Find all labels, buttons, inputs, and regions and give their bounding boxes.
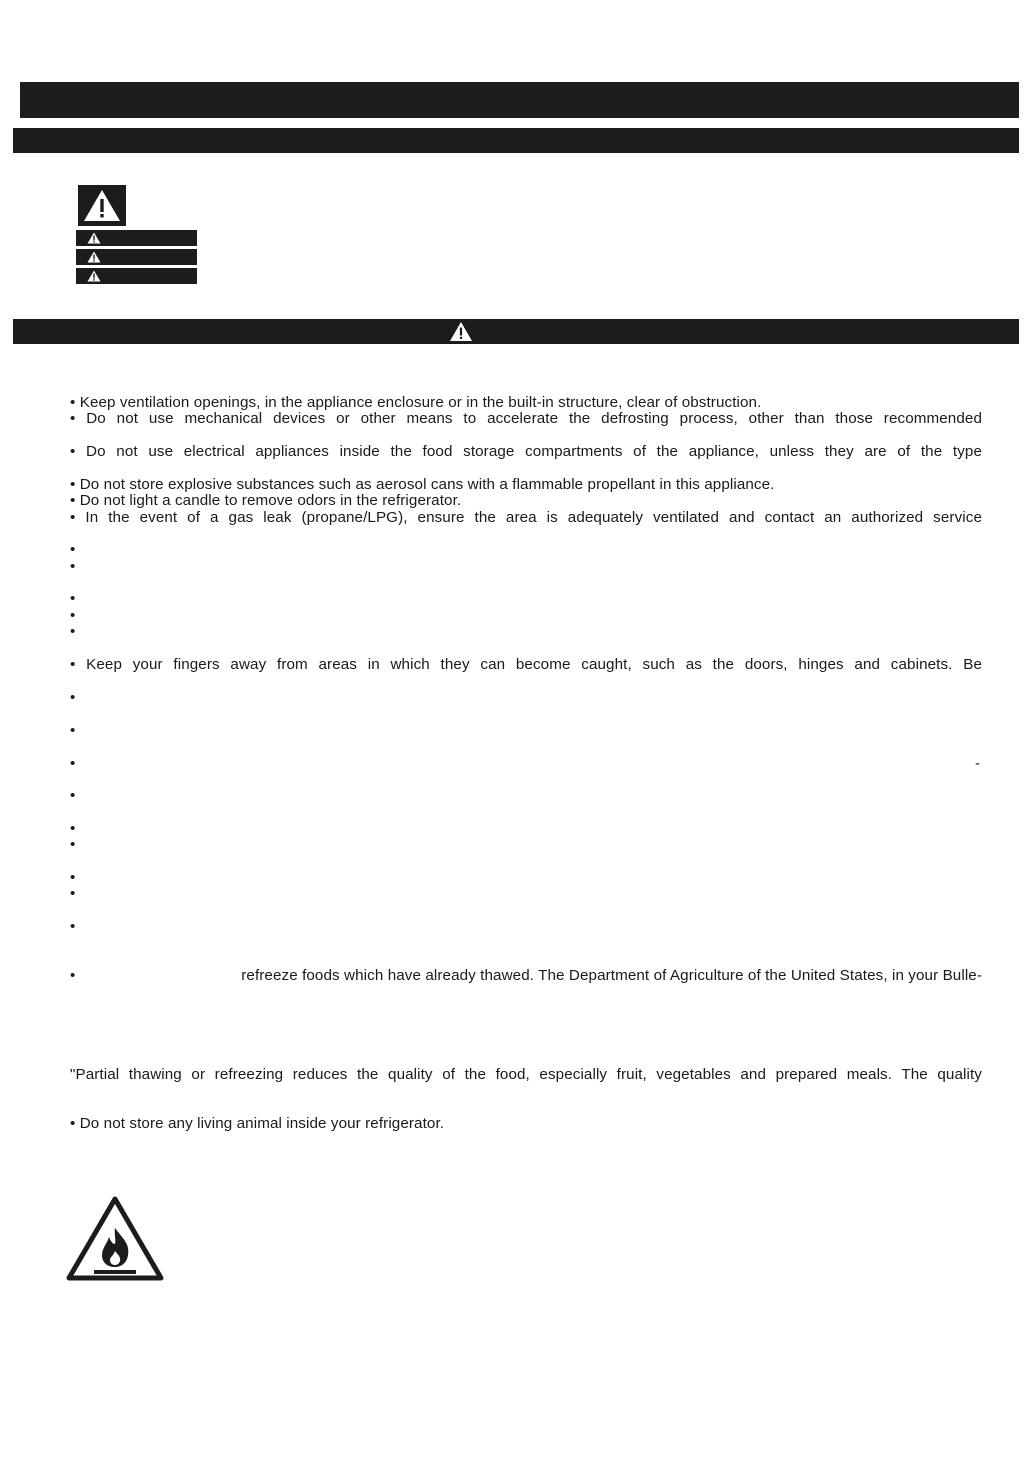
flammable-fire-triangle-icon	[66, 1196, 164, 1282]
header-bar	[20, 82, 1019, 118]
bullet-marker: •	[70, 689, 76, 706]
caution-legend-label	[76, 249, 197, 265]
safety-item: • Do not store explosive substances such as aerosol cans with a flammable propellant in this appliance.	[70, 476, 775, 493]
safety-item: • Do not use electrical appliances inside the food storage compartments of the appliance, unless they are of the type	[70, 443, 982, 460]
bullet-marker: •	[70, 967, 76, 984]
bullet-marker: •	[70, 722, 76, 739]
safety-item: • Do not use mechanical devices or other means to accelerate the defrosting process, other than those recommended	[70, 410, 982, 427]
bullet-marker: •	[70, 607, 76, 624]
safety-item: • Do not light a candle to remove odors in the refrigerator.	[70, 492, 462, 509]
section-bar	[13, 128, 1019, 153]
warning-triangle-icon	[78, 185, 126, 226]
warning-section-bar	[13, 319, 1019, 344]
quote-paragraph: "Partial thawing or refreezing reduces the quality of the food, especially fruit, vegetables and prepared meals. The quality	[70, 1066, 982, 1083]
bullet-marker: •	[70, 918, 76, 935]
warning-triangle-icon	[87, 270, 101, 282]
bullet-marker: •	[70, 558, 76, 575]
safety-item: • Keep your fingers away from areas in which they can become caught, such as the doors, hinges and cabinets. Be	[70, 656, 982, 673]
warning-triangle-icon	[87, 232, 101, 244]
bullet-marker: •	[70, 820, 76, 837]
bullet-marker: •	[70, 885, 76, 902]
notice-legend-label	[76, 268, 197, 284]
bullet-marker: •	[70, 836, 76, 853]
warning-triangle-icon	[87, 251, 101, 263]
bullet-marker: •	[70, 590, 76, 607]
hyphen-mark: -	[975, 755, 980, 772]
warning-triangle-icon	[449, 321, 473, 342]
bullet-marker: •	[70, 787, 76, 804]
bullet-marker: •	[70, 755, 76, 772]
safety-item: • Keep ventilation openings, in the appliance enclosure or in the built-in structure, clear of obstruction.	[70, 394, 762, 411]
safety-item: • In the event of a gas leak (propane/LPG), ensure the area is adequately ventilated and contact an authorized service	[70, 509, 982, 526]
warning-legend-label	[76, 230, 197, 246]
safety-item: • Do not store any living animal inside your refrigerator.	[70, 1115, 445, 1132]
bullet-marker: •	[70, 623, 76, 640]
safety-item: refreeze foods which have already thawed. The Department of Agriculture of the United States, in your Bulle-	[241, 967, 982, 984]
bullet-marker: •	[70, 541, 76, 558]
bullet-marker: •	[70, 869, 76, 886]
